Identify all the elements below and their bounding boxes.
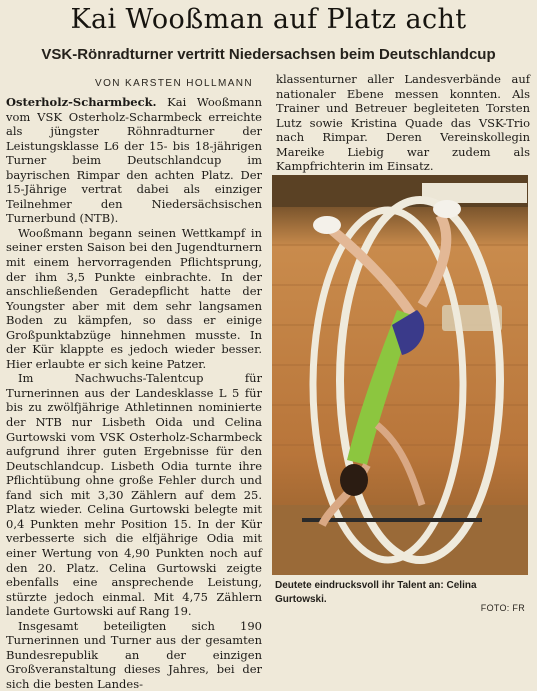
gymnast-wheel-illustration bbox=[272, 175, 528, 575]
dateline: Osterholz-Scharmbeck. bbox=[6, 95, 157, 109]
paragraph-3: Im Nachwuchs-Talentcup für Turnerinnen aus der Landesklasse L 5 für bis zu zwölfjährige Athletinnen nominierte der NTB nur Lisbeth Oida und Celina Gurtowski vom VSK Osterholz-Scharmbeck aufgrund ihrer guten Ergebnisse für den Deutschlandcup. Lisbeth Odia turnte ihre Pflichtübung ohne große Fehler durch und fand sich mit 3,30 Zählern auf dem 25. Platz wieder. Celina Gurtowski belegte mit 0,4 Punkten mehr Position 15. In der Kür verbesserte sich die elfjährige Odia mit einer Wertung von 4,90 Punkten noch auf den 20. Platz. Celina Gurtowski zeigte ebenfalls eine ansprechende Leistung, stürzte jedoch einmal. Mit 4,75 Zählern landete Gurtowski auf Rang 19. bbox=[6, 371, 262, 619]
headline: Kai Wooßman auf Platz acht bbox=[70, 4, 467, 35]
paragraph-5: klassenturner aller Landesverbände auf nationaler Ebene messen konnten. Als Trainer und Betreuer begleiteten Torsten Lutz sowie Kristina Quade das VSK-Trio nach Rimpar. Deren Vereinskollegin Mareike Liebig war zudem als Kampfrichterin im Einsatz. bbox=[276, 72, 530, 174]
photo-caption: Deutete eindrucksvoll ihr Talent an: Celina Gurtowski. bbox=[275, 580, 477, 605]
banner bbox=[422, 183, 527, 203]
article-column-right bbox=[276, 72, 530, 174]
floor bbox=[272, 505, 528, 575]
paragraph-2: Wooßmann begann seinen Wettkampf in seiner ersten Saison bei den Jugendturnern mit einem hervorragenden Pflichtsprung, der ihm 3,5 Punkte einbrachte. In der anschließenden Geradepflicht hatte der Youngster aber mit dem sehr langsamen Boden zu kämpfen, so dass er einige Großpunktabzüge hinnehmen musste. In der Kür klappte es jedoch wieder besser. Hier erlaubte er sich keine Patzer. bbox=[6, 225, 262, 371]
article-photo bbox=[272, 175, 528, 575]
byline: VON KARSTEN HOLLMANN bbox=[95, 78, 254, 89]
paragraph-1 bbox=[6, 95, 262, 226]
article-column-left bbox=[6, 95, 262, 691]
photo-credit: FOTO: FR bbox=[480, 603, 525, 613]
paragraph-4: Insgesamt beteiligten sich 190 Turnerinnen und Turner aus der gesamten Bundesrepublik an der einzigen Großveranstaltung dieses Jahres, bei der sich die besten Landes- bbox=[6, 618, 262, 691]
paragraph-1-text: Kai Wooßmann vom VSK Osterholz-Scharmbeck erreichte als jüngster Röhnradturner der Leistungsklasse L6 der 15- bis 18-jährigen Turner beim Deutschlandcup im bayrischen Rimpar den achten Platz. Der 15-Jährige vertrat dabei als einziger Teilnehmer den Niedersächsischen Turnerbund (NTB). bbox=[6, 95, 262, 226]
subheadline: VSK-Rönradturner vertritt Niedersachsen beim Deutschlandcup bbox=[41, 46, 496, 63]
